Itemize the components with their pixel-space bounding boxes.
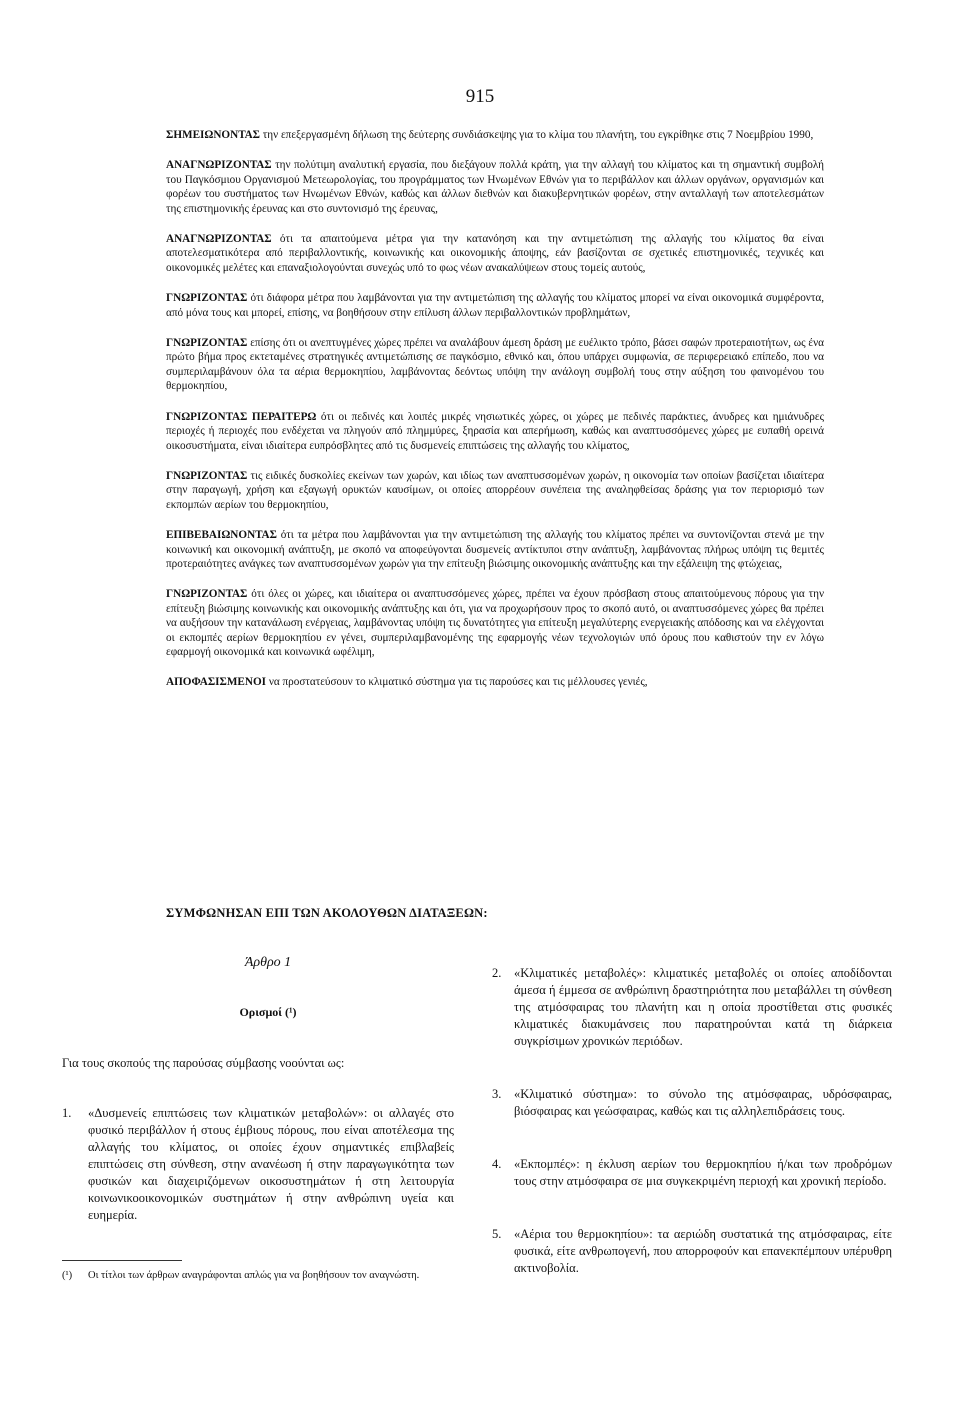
recital-text: ότι τα μέτρα που λαμβάνονται για την αντιμετώπιση της αλλαγής του κλίματος πρέπει να συντονίζονται στενά με την κοινωνική και οικονομική ανάπτυξη, με σκοπό να αποφεύγονται δυσμενείς αντίκτυποι στην ανάπτυξη, λαμβάνοντας πλήρως υπόψη τις θεμιτές προτεραιότητες ανάγκες των αναπτυσσομένων χωρών για την επίτευξη βιώσιμης οικονομικής ανάπτυξης και την εξάλειψη της φτώχειας, xyxy=(166,529,825,570)
recital-paragraph xyxy=(166,469,824,512)
recital-lead: ΓΝΩΡΙΖΟΝΤΑΣ xyxy=(166,292,248,305)
definition-item xyxy=(492,1156,892,1190)
recital-text: ότι τα απαιτούμενα μέτρα για την κατανόηση και την αντιμετώπιση της αλλαγής του κλίματος θα είναι αποτελεσματικότερα από περιβαλλοντικής, κοινωνικής και οικονομικής άποψης, εάν βασίζονται σε σχετικές επιστημονικές, τεχνικές και οικονομικές μελέτες και επαναξιολογούνται συνεχώς υπό το φως νέων ανακαλύψεων στους τομείς αυτούς, xyxy=(166,233,824,274)
recital-text: επίσης ότι οι ανεπτυγμένες χώρες πρέπει να αναλάβουν άμεση δράση με ευέλικτο τρόπο, βάσει σαφών προτεραιοτήτων, ως ένα πρώτο βήμα προς εκτεταμένες στρατηγικές αντιμετώπισης σε παγκόσμιο, εθνικό και, όπου υπάρχει συμφωνία, σε περιφερειακό επίπεδο, που να συμπεριλαμβάνουν όλα τα αέρια θερμοκηπίου, λαμβάνοντας δεόντως υπόψη την ανάλογη συμβολή τους στην αύξηση του φαινομένου του θερμοκηπίου, xyxy=(166,337,824,393)
footnote-text: Οι τίτλοι των άρθρων αναγράφονται απλώς για να βοηθήσουν τον αναγνώστη. xyxy=(88,1270,420,1281)
definition-number: 5. xyxy=(492,1227,502,1241)
footnote-divider xyxy=(62,1260,182,1261)
footnote-mark: (¹) xyxy=(62,1270,73,1281)
recital-lead: ΑΝΑΓΝΩΡΙΖΟΝΤΑΣ xyxy=(166,159,272,172)
recital-text: ότι όλες οι χώρες, και ιδιαίτερα οι αναπτυσσόμενες χώρες, πρέπει να έχουν πρόσβαση στους απαιτούμενους πόρους για την επίτευξη βιώσιμης κοινωνικής και οικονομικής ανάπτυξης και ότι, για να προχωρήσουν προς το σκοπό αυτό, οι αναπτυσσόμενες χώρες θα πρέπει να αυξήσουν την κατανάλωση ενέργειας, λαμβάνοντας υπόψη τις δυνατότητες για επίτευξη μεγαλύτερης ενεργειακής απόδοσης και να ελέγχονται οι εκπομπές αερίων θερμοκηπίου εν γένει, συμπεριλαμβανομένης της εφαρμογής νέων τεχνολογιών υπό όρους που καθιστούν την εν λόγω εφαρμογή οικονομικά και κοινωνικά ωφέλιμη, xyxy=(166,588,824,658)
definition-text: «Κλιματικό σύστημα»: το σύνολο της ατμόσφαιρας, υδρόσφαιρας, βιόσφαιρας και γεώσφαιρας, καθώς και τις αλληλεπιδράσεις τους. xyxy=(514,1087,892,1118)
page-number: 915 xyxy=(465,86,495,107)
article-title: Άρθρο 1 xyxy=(244,955,292,970)
left-column xyxy=(62,955,454,1283)
recital-paragraph xyxy=(166,587,824,659)
definition-number: 1. xyxy=(62,1106,72,1120)
definition-item xyxy=(492,1086,892,1120)
recital-text: την επεξεργασμένη δήλωση της δεύτερης συνδιάσκεψης για το κλίμα του πλανήτη, του εγκρίθηκε στις 7 Νοεμβρίου 1990, xyxy=(262,129,814,141)
recital-lead: ΣΗΜΕΙΩΝΟΝΤΑΣ xyxy=(166,129,260,141)
recital-lead: ΓΝΩΡΙΖΟΝΤΑΣ xyxy=(166,588,248,601)
article-subtitle: Ορισμοί (¹) xyxy=(239,1005,297,1019)
definition-item xyxy=(492,1226,892,1277)
recitals xyxy=(166,128,824,706)
recital-lead: ΕΠΙΒΕΒΑΙΩΝΟΝΤΑΣ xyxy=(166,529,277,542)
recital-paragraph xyxy=(166,158,824,216)
definition-item xyxy=(492,965,892,1050)
recital-text: τις ειδικές δυσκολίες εκείνων των χωρών, και ιδίως των αναπτυσσομένων χωρών, η οικονομία των οποίων βασίζεται ιδιαίτερα στην παραγωγή, χρήση και εξαγωγή ορυκτών καυσίμων, οι οποίες απορρέουν συνέπεια της αναληφθείσας δράσης για τον περιορισμό των εκπομπών αερίων του θερμοκηπίου, xyxy=(166,469,824,511)
definition-text: «Δυσμενείς επιπτώσεις των κλιματικών μεταβολών»: οι αλλαγές στο φυσικό περιβάλλον ή στους έμβιους πόρους, που είναι αποτέλεσμα της αλλαγής του κλίματος, οι οποίες έχουν σημαντικές επιβλαβείς επιπτώσεις στη σύνθεση, στην ανανέωση ή στην παραγωγικότητα των φυσικών και διαχειριζόμενων οικοσυστημάτων ή στη λειτουργία κοινωνικοοικονομικών συστημάτων ή στην ανθρώπινη υγεία και ευημερία. xyxy=(88,1106,454,1222)
recital-lead: ΓΝΩΡΙΖΟΝΤΑΣ xyxy=(166,337,248,350)
definition-text: «Κλιματικές μεταβολές»: κλιματικές μεταβολές οι οποίες αποδίδονται άμεσα ή έμμεσα σε ανθρώπινη δραστηριότητα που μεταβάλλει τη σύνθεση της ατμόσφαιρας του πλανήτη και η οποία προστίθεται στις φυσικές κλιματικές διακυμάνσεις που παρατηρούνται κατά τη διάρκεια συγκρίσιμων χρονικών περιόδων. xyxy=(514,966,892,1048)
recital-lead: ΓΝΩΡΙΖΟΝΤΑΣ xyxy=(166,469,248,482)
footnote xyxy=(62,1269,454,1283)
recital-paragraph xyxy=(166,291,824,320)
definition-text: «Εκπομπές»: η έκλυση αερίων του θερμοκηπίου ή/και των προδρόμων τους στην ατμόσφαιρα σε μια συγκεκριμένη περιοχή και χρονική περίοδο. xyxy=(514,1157,892,1188)
recital-paragraph xyxy=(166,675,824,689)
recital-paragraph xyxy=(166,128,824,142)
recital-paragraph xyxy=(166,232,824,275)
definition-number: 4. xyxy=(492,1157,502,1171)
definition-number: 3. xyxy=(492,1087,502,1101)
definitions-right xyxy=(492,965,892,1277)
definition-number: 2. xyxy=(492,966,502,980)
recital-paragraph xyxy=(166,336,824,394)
definition-item xyxy=(62,1105,454,1224)
recital-lead: ΑΝΑΓΝΩΡΙΖΟΝΤΑΣ xyxy=(166,233,272,246)
agreed-heading: ΣΥΜΦΩΝΗΣΑΝ ΕΠΙ ΤΩΝ ΑΚΟΛΟΥΘΩΝ ΔΙΑΤΑΞΕΩΝ: xyxy=(166,906,488,920)
recital-lead: ΓΝΩΡΙΖΟΝΤΑΣ ΠΕΡΑΙΤΕΡΩ xyxy=(166,410,317,423)
definitions-left xyxy=(62,1105,454,1224)
article-intro: Για τους σκοπούς της παρούσας σύμβασης νοούνται ως: xyxy=(62,1056,345,1070)
recital-text: την πολύτιμη αναλυτική εργασία, που διεξάγουν πολλά κράτη, για την αλλαγή του κλίματος και τη σημαντική συμβολή του Παγκόσμιου Οργανισμού Μετεωρολογίας, του προγράμματος των Ηνωμένων Εθνών για το περιβάλλον και άλλων οργάνων, οργανισμών και φορέων του συστήματος των Ηνωμένων Εθνών, καθώς και άλλων διεθνών και διακυβερνητικών φορέων, στην ανταλλαγή των αποτελεσμάτων της επιστημονικής έρευνας και στο συντονισμό της έρευνας, xyxy=(166,159,825,215)
recital-lead: ΑΠΟΦΑΣΙΣΜΕΝΟΙ xyxy=(166,676,267,689)
recital-paragraph xyxy=(166,410,824,453)
right-column xyxy=(492,965,892,1313)
recital-paragraph xyxy=(166,528,824,571)
recital-text: να προστατεύσουν το κλιματικό σύστημα για τις παρούσες και τις μέλλουσες γενιές, xyxy=(268,676,648,689)
recital-text: ότι διάφορα μέτρα που λαμβάνονται για την αντιμετώπιση της αλλαγής του κλίματος μπορεί να είναι οικονομικά συμφέροντα, από μόνα τους και μπορεί, επίσης, να βοηθήσουν στην επίλυση άλλων περιβαλλοντικών προβλημάτων, xyxy=(166,292,825,319)
recital-text: ότι οι πεδινές και λοιπές μικρές νησιωτικές χώρες, οι χώρες με πεδινές παράκτιες, άνυδρες και ημιάνυδρες περιοχές ή περιοχές που ενδέχεται να πληγούν από πλημμύρες, ξηρασία και απερήμωση, καθώς και αναπτυσσόμενες χώρες με ευπαθή ορεινά οικοσυστήματα, είναι ιδιαίτερα ευπρόσβλητες από τις δυσμενείς επιπτώσεις της αλλαγής του κλίματος, xyxy=(166,410,824,452)
definition-text: «Αέρια του θερμοκηπίου»: τα αεριώδη συστατικά της ατμόσφαιρας, είτε φυσικά, είτε ανθρωπογενή, που απορροφούν και επανεκπέμπουν υπέρυθρη ακτινοβολία. xyxy=(514,1227,892,1275)
